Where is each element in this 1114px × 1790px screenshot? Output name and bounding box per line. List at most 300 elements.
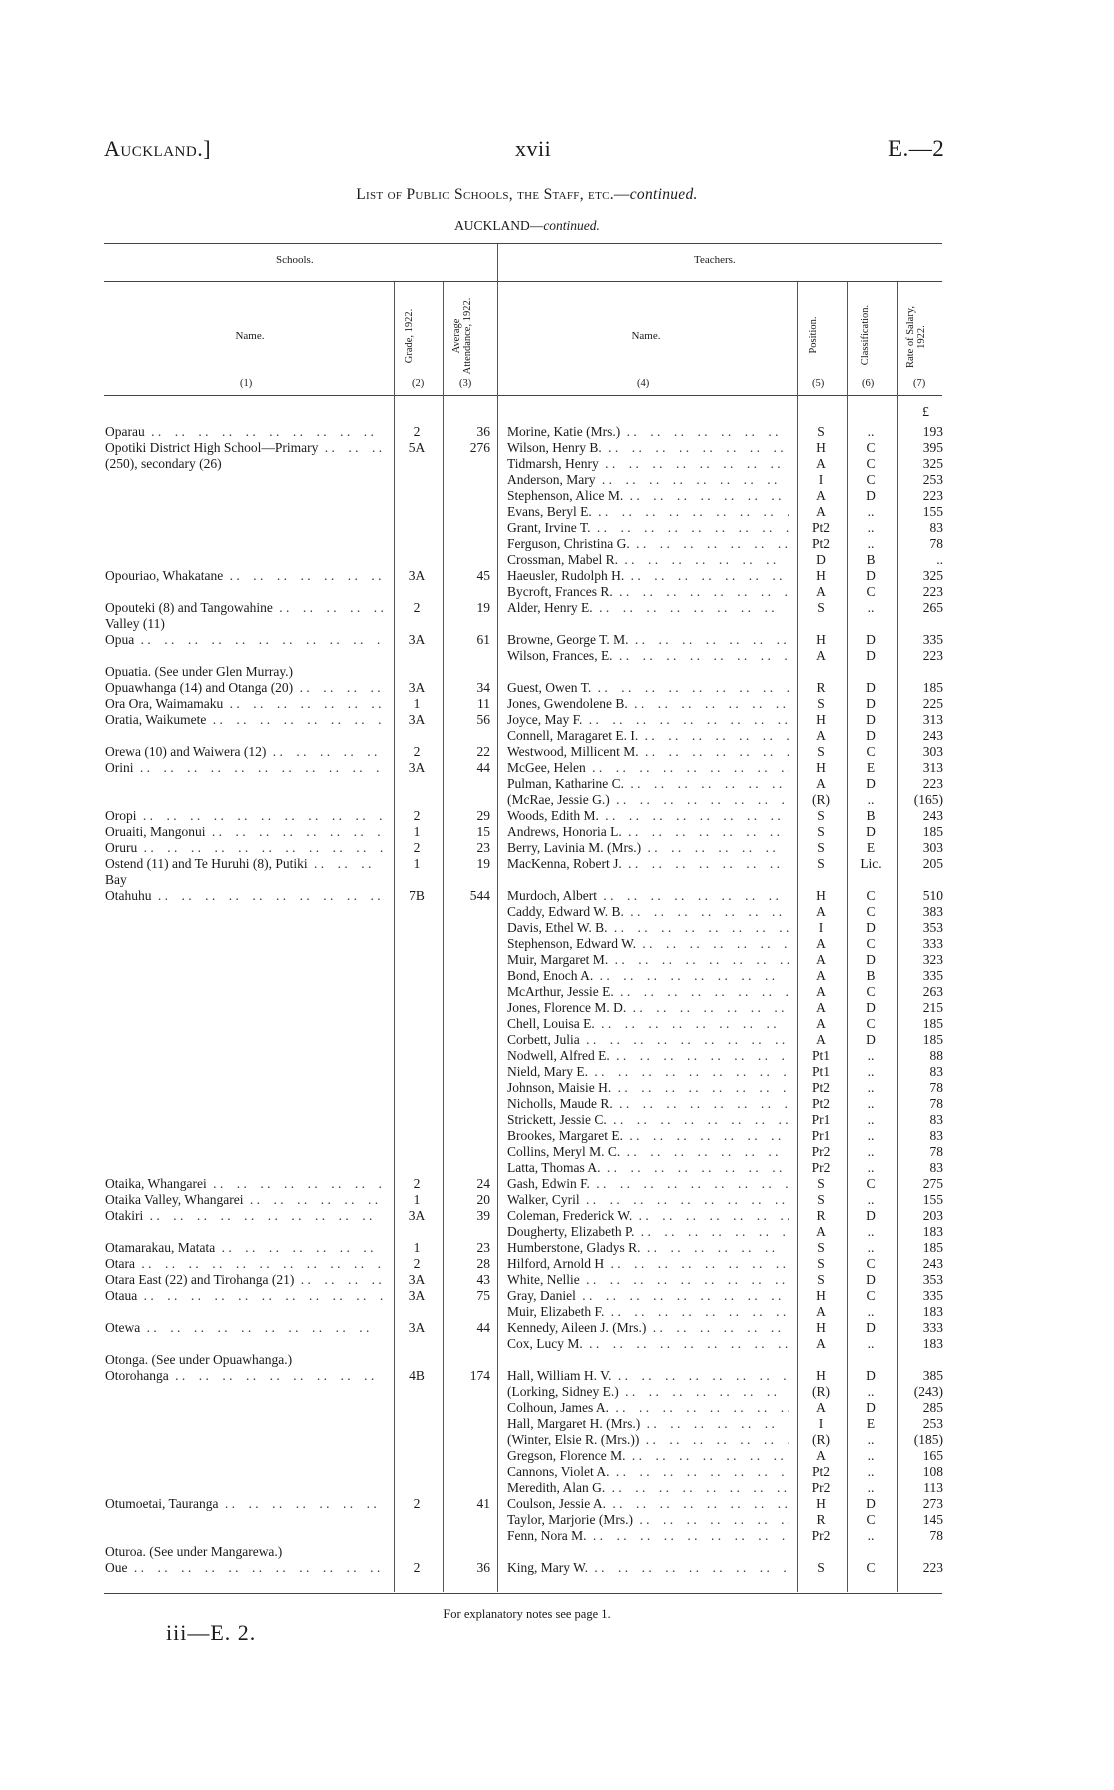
- table-row: [0, 1480, 1114, 1496]
- school-name-cell: [105, 1480, 383, 1496]
- dot-leader: [636, 1512, 789, 1527]
- school-name-cell: [105, 1368, 383, 1384]
- table-row: [0, 1000, 1114, 1016]
- table-row: [0, 1256, 1114, 1272]
- teacher-name-cell: [507, 1016, 789, 1032]
- dot-leader: [626, 1128, 789, 1143]
- school-name-cell-text: [105, 1336, 108, 1351]
- salary-cell: 83: [929, 1064, 943, 1079]
- position-cell: A: [816, 1336, 826, 1351]
- dot-leader: [226, 568, 383, 583]
- table-row: [0, 1304, 1114, 1320]
- position-cell: I: [818, 1416, 824, 1431]
- dot-leader: [625, 824, 789, 839]
- teacher-name-cell: [507, 472, 789, 488]
- dot-leader: [137, 760, 384, 775]
- school-name-cell-text: Oparau: [105, 424, 148, 439]
- page-title-main: List of Public Schools, the Staff, etc.—: [356, 186, 630, 203]
- salary-cell: 333: [922, 1320, 943, 1335]
- position-cell: R: [816, 1512, 826, 1527]
- table-row: [0, 1096, 1114, 1112]
- attendance-cell: 39: [476, 1208, 490, 1223]
- classification-cell: C: [866, 936, 876, 951]
- salary-cell: 335: [922, 968, 943, 983]
- dot-leader: [611, 920, 790, 935]
- teacher-name-cell: [507, 1432, 789, 1448]
- teacher-name-cell-text: Hall, Margaret H. (Mrs.): [507, 1416, 643, 1431]
- dot-leader: [616, 584, 789, 599]
- classification-cell: E: [866, 840, 876, 855]
- school-name-cell-text: Opouriao, Whakatane: [105, 568, 226, 583]
- salary-cell: 243: [922, 728, 943, 743]
- dot-leader: [131, 1560, 384, 1575]
- school-name-cell-text: Otorohanga: [105, 1368, 172, 1383]
- dot-leader: [596, 968, 789, 983]
- school-name-cell-text: [105, 1432, 108, 1447]
- table-row: [0, 904, 1114, 920]
- school-name-cell-text: Valley (11): [105, 616, 168, 631]
- grade-cell: 7B: [409, 888, 425, 903]
- grade-cell: 2: [413, 808, 421, 823]
- salary-cell: 353: [922, 1272, 943, 1287]
- grade-cell: 2: [413, 424, 421, 439]
- school-name-cell-text: Oratia, Waikumete: [105, 712, 209, 727]
- table-top-rule: [104, 243, 942, 244]
- dot-leader: [148, 424, 383, 439]
- teacher-name-cell: [507, 1448, 789, 1464]
- document-code: E.—2: [888, 136, 945, 161]
- school-name-cell: [105, 1160, 383, 1176]
- position-cell: H: [816, 888, 826, 903]
- teacher-name-cell-text: [507, 1544, 510, 1559]
- column-header-classification: Classification.: [860, 304, 871, 366]
- table-row: [0, 744, 1114, 760]
- teacher-name-cell: [507, 1480, 789, 1496]
- school-name-cell-text: [105, 472, 108, 487]
- dot-leader: [593, 520, 789, 535]
- table-row: [0, 632, 1114, 648]
- school-name-cell: [105, 568, 383, 584]
- dot-leader: [617, 984, 789, 999]
- classification-cell: E: [866, 760, 876, 775]
- table-row: [0, 1224, 1114, 1240]
- table-row: [0, 872, 1114, 888]
- table-row: [0, 504, 1114, 520]
- position-cell: I: [818, 920, 824, 935]
- school-name-cell: [105, 440, 383, 456]
- school-name-cell-text: [105, 1016, 108, 1031]
- position-cell: A: [816, 904, 826, 919]
- table-row: [0, 536, 1114, 552]
- school-name-cell-text: [105, 1384, 108, 1399]
- grade-cell: 2: [413, 840, 421, 855]
- teacher-name-cell: [507, 968, 789, 984]
- table-row: [0, 712, 1114, 728]
- position-cell: S: [817, 1176, 825, 1191]
- table-row: [0, 488, 1114, 504]
- table-row: [0, 1064, 1114, 1080]
- teacher-name-cell: [507, 440, 789, 456]
- teacher-name-cell-text: Meredith, Alan G.: [507, 1480, 608, 1495]
- teacher-name-cell-text: Wilson, Frances, E.: [507, 648, 616, 663]
- position-cell: S: [817, 840, 825, 855]
- position-cell: A: [816, 1016, 826, 1031]
- school-name-cell-text: [105, 984, 108, 999]
- school-name-cell: [105, 600, 383, 616]
- salary-cell: 313: [922, 712, 943, 727]
- dot-leader: [608, 1480, 789, 1495]
- salary-cell: 183: [922, 1224, 943, 1239]
- table-row: [0, 1448, 1114, 1464]
- dot-leader: [155, 888, 384, 903]
- school-name-cell: [105, 1544, 383, 1560]
- school-name-cell-text: [105, 504, 108, 519]
- teacher-name-cell-text: Nield, Mary E.: [507, 1064, 591, 1079]
- column-number: (1): [240, 378, 253, 389]
- teacher-name-cell-text: McArthur, Jessie E.: [507, 984, 617, 999]
- dot-leader: [579, 1288, 789, 1303]
- teacher-name-cell: [507, 1240, 789, 1256]
- teacher-name-cell-text: Latta, Thomas A.: [507, 1160, 604, 1175]
- teacher-name-cell: [507, 1272, 789, 1288]
- position-cell: I: [818, 472, 824, 487]
- position-cell: S: [817, 1240, 825, 1255]
- table-row: [0, 1048, 1114, 1064]
- classification-cell: ..: [867, 1528, 875, 1543]
- teacher-name-cell-text: Chell, Louisa E.: [507, 1016, 598, 1031]
- attendance-cell: 45: [476, 568, 490, 583]
- salary-cell: 78: [929, 536, 943, 551]
- teacher-name-cell: [507, 1496, 789, 1512]
- dot-leader: [222, 1496, 383, 1511]
- teacher-name-cell-text: [507, 664, 510, 679]
- school-name-cell-text: [105, 1528, 108, 1543]
- school-name-cell: [105, 872, 383, 888]
- teacher-name-cell-text: Browne, George T. M.: [507, 632, 631, 647]
- teacher-name-cell: [507, 1176, 789, 1192]
- classification-cell: D: [866, 696, 876, 711]
- salary-cell: 185: [922, 680, 943, 695]
- teacher-name-cell: [507, 1320, 789, 1336]
- teacher-name-cell-text: Caddy, Edward W. B.: [507, 904, 627, 919]
- table-row: [0, 1128, 1114, 1144]
- teacher-name-cell: [507, 1512, 789, 1528]
- dot-leader: [613, 1048, 789, 1063]
- position-cell: A: [816, 504, 826, 519]
- position-cell: S: [817, 1192, 825, 1207]
- position-cell: Pr2: [811, 1144, 831, 1159]
- dot-leader: [143, 1320, 383, 1335]
- position-cell: S: [817, 1560, 825, 1575]
- grade-cell: 3A: [408, 1320, 426, 1335]
- classification-cell: D: [866, 1320, 876, 1335]
- salary-cell: 185: [922, 1016, 943, 1031]
- dot-leader: [622, 1384, 789, 1399]
- school-name-cell: [105, 616, 383, 632]
- grade-cell: 2: [413, 1560, 421, 1575]
- position-cell: (R): [812, 1432, 830, 1447]
- dot-leader: [595, 504, 789, 519]
- teacher-name-cell-text: Wilson, Henry B.: [507, 440, 605, 455]
- teacher-name-cell: [507, 904, 789, 920]
- position-cell: Pt1: [811, 1064, 830, 1079]
- column-number-rule: [104, 395, 942, 396]
- grade-cell: 3A: [408, 1288, 426, 1303]
- salary-cell: 185: [922, 1240, 943, 1255]
- classification-cell: Lic.: [860, 856, 882, 871]
- group-header-rule: [104, 281, 942, 282]
- school-name-cell-text: Orini: [105, 760, 137, 775]
- teacher-name-cell-text: Ferguson, Christina G.: [507, 536, 633, 551]
- table-row: [0, 440, 1114, 456]
- table-row: [0, 888, 1114, 904]
- school-name-cell-text: Oruaiti, Mangonui: [105, 824, 209, 839]
- table-row: [0, 1144, 1114, 1160]
- school-name-cell-text: Otonga. (See under Opuawhanga.): [105, 1352, 295, 1367]
- attendance-cell: 44: [476, 1320, 490, 1335]
- salary-cell: 145: [922, 1512, 943, 1527]
- position-cell: Pt1: [811, 1048, 830, 1063]
- school-name-cell: [105, 808, 383, 824]
- school-name-cell: [105, 824, 383, 840]
- school-name-cell: [105, 1128, 383, 1144]
- dot-leader: [276, 600, 383, 615]
- teacher-name-cell-text: Fenn, Nora M.: [507, 1528, 590, 1543]
- table-row: [0, 520, 1114, 536]
- position-cell: Pt2: [811, 1080, 830, 1095]
- dot-leader: [649, 1320, 789, 1335]
- dot-leader: [607, 1256, 789, 1271]
- attendance-cell: 43: [476, 1272, 490, 1287]
- school-name-cell: [105, 1288, 383, 1304]
- school-name-cell: [105, 1432, 383, 1448]
- school-name-cell-text: Otaua: [105, 1288, 140, 1303]
- position-cell: A: [816, 648, 826, 663]
- school-name-cell-text: [105, 936, 108, 951]
- school-name-cell-text: Otamarakau, Matata: [105, 1240, 218, 1255]
- position-cell: R: [816, 680, 826, 695]
- dot-leader: [585, 712, 789, 727]
- table-row: [0, 856, 1114, 872]
- column-header-school-name: Name.: [235, 330, 265, 342]
- teacher-name-cell: [507, 488, 789, 504]
- group-header-schools: Schools.: [276, 254, 314, 266]
- position-cell: A: [816, 488, 826, 503]
- school-name-cell: [105, 1336, 383, 1352]
- teacher-name-cell-text: Muir, Margaret M.: [507, 952, 611, 967]
- dot-leader: [140, 808, 384, 823]
- dot-leader: [611, 952, 789, 967]
- table-row: [0, 472, 1114, 488]
- dot-leader: [631, 632, 789, 647]
- teacher-name-cell: [507, 520, 789, 536]
- table-row: [0, 1496, 1114, 1512]
- school-name-cell: [105, 1112, 383, 1128]
- classification-cell: ..: [867, 1384, 875, 1399]
- salary-cell: 78: [929, 1080, 943, 1095]
- dot-leader: [296, 680, 383, 695]
- classification-cell: D: [866, 488, 876, 503]
- table-row: [0, 1272, 1114, 1288]
- school-name-cell-text: Opotiki District High School—Primary: [105, 440, 321, 455]
- position-cell: H: [816, 760, 826, 775]
- classification-cell: D: [866, 568, 876, 583]
- dot-leader: [639, 936, 789, 951]
- grade-cell: 3A: [408, 712, 426, 727]
- teacher-name-cell-text: Haeusler, Rudolph H.: [507, 568, 627, 583]
- teacher-name-cell: [507, 936, 789, 952]
- dot-leader: [633, 536, 789, 551]
- salary-cell: 263: [922, 984, 943, 999]
- teacher-name-cell-text: Bond, Enoch A.: [507, 968, 596, 983]
- teacher-name-cell: [507, 648, 789, 664]
- classification-cell: C: [866, 1288, 876, 1303]
- teacher-name-cell: [507, 1368, 789, 1384]
- classification-cell: D: [866, 1400, 876, 1415]
- teacher-name-cell: [507, 1032, 789, 1048]
- table-row: [0, 952, 1114, 968]
- teacher-name-cell: [507, 696, 789, 712]
- school-name-cell: [105, 1272, 383, 1288]
- column-number: (5): [812, 378, 825, 389]
- classification-cell: C: [866, 888, 876, 903]
- teacher-name-cell: [507, 1256, 789, 1272]
- school-name-cell-text: [105, 1112, 108, 1127]
- teacher-name-cell-text: Nicholls, Maude R.: [507, 1096, 616, 1111]
- table-row: [0, 920, 1114, 936]
- currency-symbol: £: [922, 405, 929, 420]
- teacher-name-cell: [507, 1080, 789, 1096]
- table-row: [0, 776, 1114, 792]
- teacher-name-cell-text: Walker, Cyril: [507, 1192, 583, 1207]
- teacher-name-cell-text: Grant, Irvine T.: [507, 520, 593, 535]
- teacher-name-cell-text: Murdoch, Albert: [507, 888, 600, 903]
- school-name-cell: [105, 504, 383, 520]
- school-name-cell-text: Oruru: [105, 840, 140, 855]
- school-name-cell-text: Opuawhanga (14) and Otanga (20): [105, 680, 296, 695]
- attendance-cell: 544: [469, 888, 490, 903]
- column-header-position: Position.: [808, 316, 819, 354]
- dot-leader: [209, 824, 384, 839]
- teacher-name-cell: [507, 760, 789, 776]
- position-cell: D: [816, 552, 826, 567]
- position-cell: A: [816, 1448, 826, 1463]
- teacher-name-cell-text: MacKenna, Robert J.: [507, 856, 625, 871]
- teacher-name-cell: [507, 1160, 789, 1176]
- grade-cell: 2: [413, 600, 421, 615]
- teacher-name-cell: [507, 776, 789, 792]
- school-name-cell: [105, 952, 383, 968]
- attendance-cell: 41: [476, 1496, 490, 1511]
- teacher-name-cell: [507, 1112, 789, 1128]
- school-name-cell-text: Otewa: [105, 1320, 143, 1335]
- teacher-name-cell-text: [507, 872, 510, 887]
- school-name-cell: [105, 1032, 383, 1048]
- position-cell: H: [816, 440, 826, 455]
- table-row: [0, 1288, 1114, 1304]
- classification-cell: D: [866, 712, 876, 727]
- school-name-cell: [105, 696, 383, 712]
- table-row: [0, 1432, 1114, 1448]
- teacher-name-cell: [507, 600, 789, 616]
- salary-cell: 335: [922, 1288, 943, 1303]
- grade-cell: 1: [413, 1240, 421, 1255]
- school-name-cell: [105, 584, 383, 600]
- salary-cell: 265: [922, 600, 943, 615]
- grade-cell: 3A: [408, 632, 426, 647]
- dot-leader: [628, 1448, 789, 1463]
- school-name-cell: [105, 1208, 383, 1224]
- classification-cell: ..: [867, 520, 875, 535]
- column-number: (3): [459, 378, 472, 389]
- dot-leader: [297, 1272, 383, 1287]
- position-cell: Pt2: [811, 536, 830, 551]
- school-name-cell-text: Otara: [105, 1256, 138, 1271]
- salary-cell: 83: [929, 1112, 943, 1127]
- teacher-name-cell-text: Taylor, Marjorie (Mrs.): [507, 1512, 636, 1527]
- dot-leader: [600, 888, 789, 903]
- teacher-name-cell-text: Hall, William H. V.: [507, 1368, 614, 1383]
- salary-cell: 275: [922, 1176, 943, 1191]
- salary-cell: 325: [922, 456, 943, 471]
- school-name-cell-text: [105, 1144, 108, 1159]
- dot-leader: [246, 1192, 383, 1207]
- school-name-cell-text: [105, 1416, 108, 1431]
- teacher-name-cell-text: Crossman, Mabel R.: [507, 552, 621, 567]
- salary-cell: 273: [922, 1496, 943, 1511]
- teacher-name-cell-text: Woods, Edith M.: [507, 808, 602, 823]
- classification-cell: ..: [867, 1080, 875, 1095]
- table-row: [0, 1512, 1114, 1528]
- dot-leader: [583, 1192, 789, 1207]
- school-name-cell-text: [105, 488, 108, 503]
- school-name-cell: [105, 488, 383, 504]
- dot-leader: [605, 440, 789, 455]
- teacher-name-cell-text: McGee, Helen: [507, 760, 589, 775]
- school-name-cell: [105, 632, 383, 648]
- teacher-name-cell-text: Westwood, Millicent M.: [507, 744, 642, 759]
- position-cell: A: [816, 1000, 826, 1015]
- school-name-cell-text: [105, 1400, 108, 1415]
- school-name-cell: [105, 424, 383, 440]
- teacher-name-cell-text: (Winter, Elsie R. (Mrs.)): [507, 1432, 642, 1447]
- table-row: [0, 984, 1114, 1000]
- position-cell: A: [816, 1032, 826, 1047]
- teacher-name-cell: [507, 456, 789, 472]
- teacher-name-cell-text: Hilford, Arnold H: [507, 1256, 607, 1271]
- classification-cell: D: [866, 1032, 876, 1047]
- school-name-cell-text: Opua: [105, 632, 137, 647]
- teacher-name-cell-text: Jones, Gwendolene B.: [507, 696, 631, 711]
- classification-cell: D: [866, 1496, 876, 1511]
- dot-leader: [321, 440, 383, 455]
- position-cell: S: [817, 1256, 825, 1271]
- teacher-name-cell: [507, 632, 789, 648]
- dot-leader: [621, 552, 789, 567]
- school-name-cell-text: [105, 1048, 108, 1063]
- teacher-name-cell-text: Davis, Ethel W. B.: [507, 920, 611, 935]
- school-name-cell-text: [105, 952, 108, 967]
- school-name-cell-text: [105, 728, 108, 743]
- salary-cell: 185: [922, 1032, 943, 1047]
- dot-leader: [644, 840, 789, 855]
- salary-cell: 205: [922, 856, 943, 871]
- salary-cell: 78: [929, 1096, 943, 1111]
- salary-cell: 385: [922, 1368, 943, 1383]
- table-row: [0, 424, 1114, 440]
- teacher-name-cell-text: Cox, Lucy M.: [507, 1336, 586, 1351]
- classification-cell: D: [866, 648, 876, 663]
